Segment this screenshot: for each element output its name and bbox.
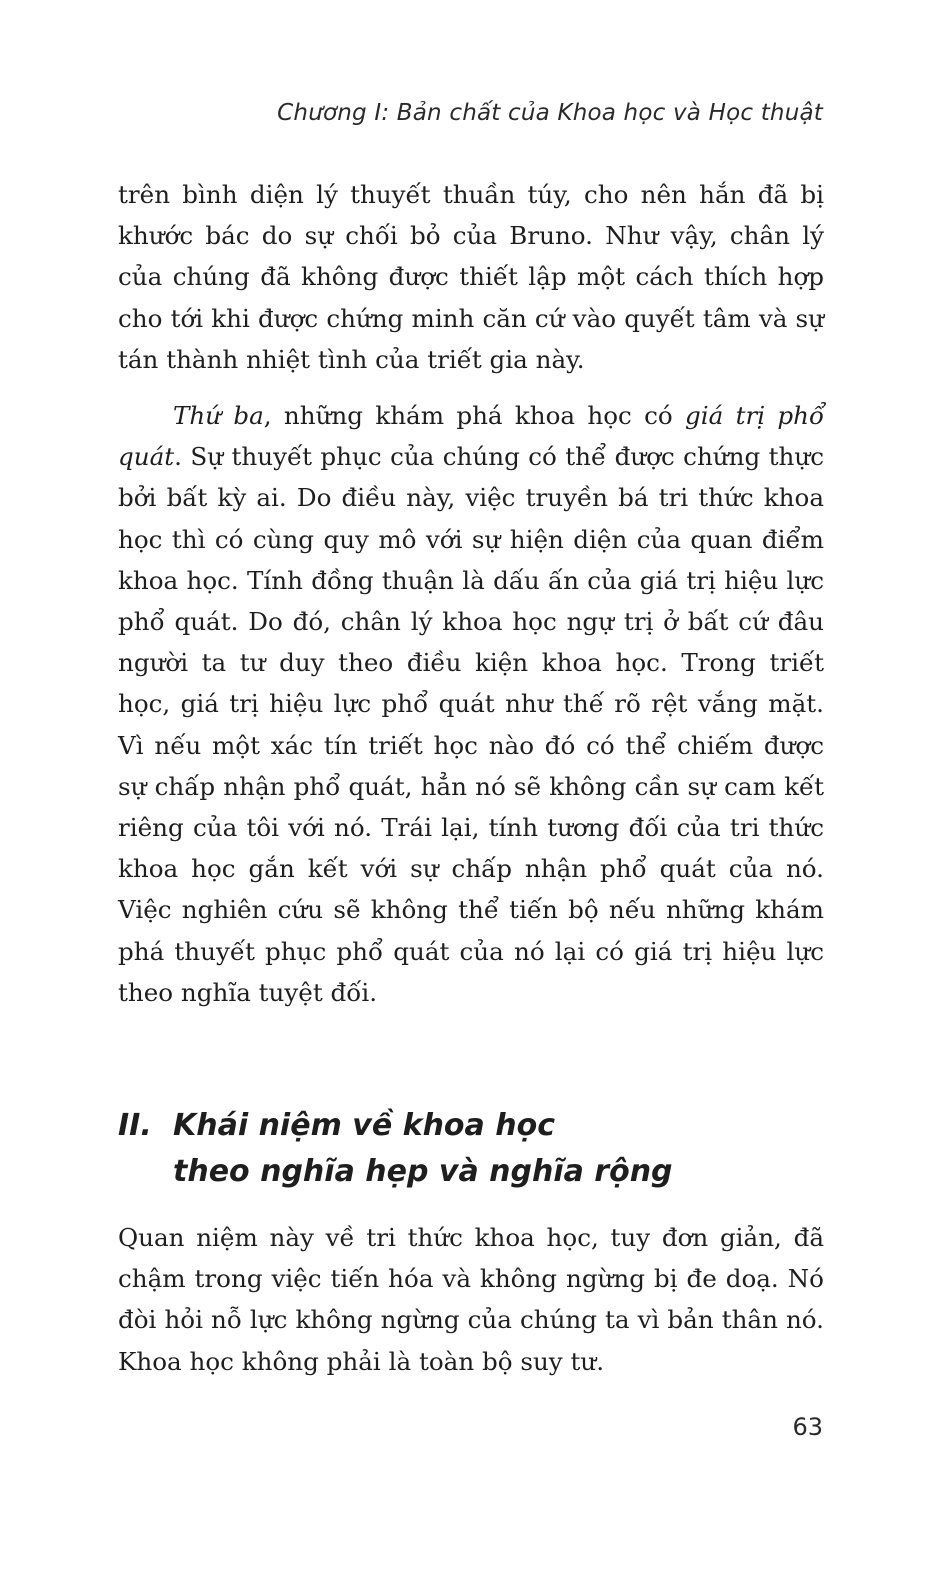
paragraph-text: [118, 395, 824, 1013]
section-number: II.: [118, 1108, 152, 1143]
paragraph-emphasis: giá trị phổ quát: [118, 401, 825, 472]
running-header: Chương I: Bản chất của Khoa học và Học thuật: [277, 100, 823, 126]
paragraph-lead-italic: Thứ ba: [173, 401, 264, 430]
paragraph-continuation: [118, 174, 824, 380]
section-heading-line-1: [118, 1103, 673, 1149]
paragraph-lead-text: , những khám phá khoa học có: [263, 401, 685, 430]
paragraph-rest-text: . Sự thuyết phục của chúng có thể được chứng thực bởi bất kỳ ai. Do điều này, việc truyền bá tri thức khoa học thì có cùng quy mô với sự hiện diện của quan điểm khoa học. Tính đồng thuận là dấu ấn của giá trị hiệu lực phổ quát. Do đó, chân lý khoa học ngự trị ở bất cứ đâu người ta tư duy theo điều kiện khoa học. Trong triết học, giá trị hiệu lực phổ quát như thế rõ rệt vắng mặt. Vì nếu một xác tín triết học nào đó có thể chiếm được sự chấp nhận phổ quát, hẳn nó sẽ không cần sự cam kết riêng của tôi với nó. Trái lại, tính tương đối của tri thức khoa học gắn kết với sự chấp nhận phổ quát của nó. Việc nghiên cứu sẽ không thể tiến bộ nếu những khám phá thuyết phục phổ quát của nó lại có giá trị hiệu lực theo nghĩa tuyệt đối.: [118, 442, 824, 1007]
page-number: 63: [792, 1413, 823, 1441]
paragraph-third-point: [118, 395, 824, 1013]
section-title-line-1: Khái niệm về khoa học: [173, 1108, 555, 1143]
section-title-line-2: theo nghĩa hẹp và nghĩa rộng: [173, 1154, 673, 1189]
paragraph-section-intro: [118, 1217, 824, 1382]
paragraph-text: trên bình diện lý thuyết thuần túy, cho nên hắn đã bị khước bác do sự chối bỏ của Bruno. Như vậy, chân lý của chúng đã không được thiết lập một cách thích hợp cho tới khi được chứng minh căn cứ vào quyết tâm và sự tán thành nhiệt tình của triết gia này.: [118, 180, 824, 374]
section-heading: [118, 1103, 673, 1195]
paragraph-text: Quan niệm này về tri thức khoa học, tuy đơn giản, đã chậm trong việc tiến hóa và không ngừng bị đe doạ. Nó đòi hỏi nỗ lực không ngừng của chúng ta vì bản thân nó. Khoa học không phải là toàn bộ suy tư.: [118, 1223, 824, 1376]
